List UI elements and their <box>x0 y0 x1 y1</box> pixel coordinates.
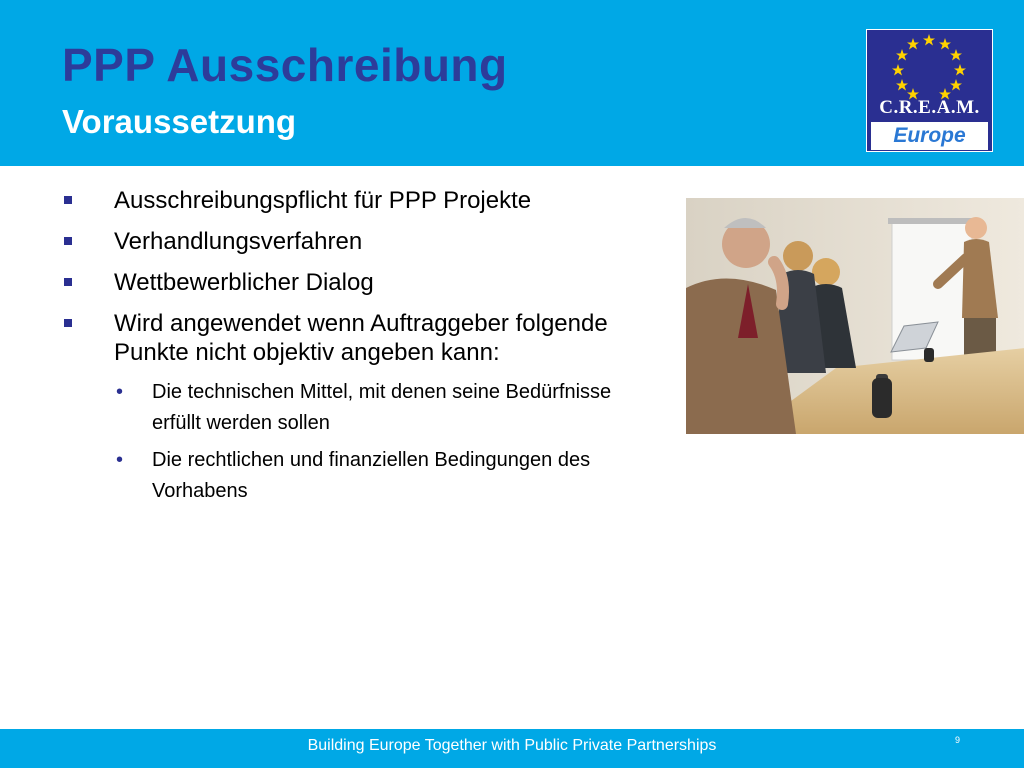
logo-sub: Europe <box>871 122 988 150</box>
logo-name: C.R.E.A.M. <box>879 97 980 118</box>
meeting-photo <box>686 198 1024 434</box>
square-bullet-icon <box>64 196 72 204</box>
bullet-item <box>62 268 622 297</box>
bullet-item <box>62 186 622 215</box>
round-bullet-icon: • <box>116 449 124 471</box>
square-bullet-icon <box>64 319 72 327</box>
bullet-text: Ausschreibungspflicht für PPP Projekte <box>114 187 532 214</box>
sub-bullet-list <box>62 377 622 507</box>
sub-bullet-item <box>62 377 612 439</box>
page-number: 9 <box>955 735 961 745</box>
bullet-text: Verhandlungsverfahren <box>114 228 363 255</box>
eu-stars-icon <box>867 30 992 100</box>
bullet-item <box>62 309 614 367</box>
bullet-text: Wird angewendet wenn Auftraggeber folgende Punkte nicht objektiv angeben kann: <box>114 310 608 366</box>
slide-title: PPP Ausschreibung <box>62 39 508 91</box>
slide-header <box>0 0 1024 166</box>
sub-bullet-item <box>62 445 612 507</box>
bullet-item <box>62 227 622 256</box>
slide-footer <box>0 729 1024 768</box>
bullet-text: Wettbewerblicher Dialog <box>114 269 374 296</box>
square-bullet-icon <box>64 278 72 286</box>
square-bullet-icon <box>64 237 72 245</box>
footer-text: Building Europe Together with Public Private Partnerships <box>307 737 717 754</box>
sub-bullet-text: Die technischen Mittel, mit denen seine Bedürfnisse erfüllt werden sollen <box>152 381 612 434</box>
sub-bullet-text: Die rechtlichen und finanziellen Bedingungen des Vorhabens <box>152 449 591 502</box>
cream-europe-logo <box>866 29 993 152</box>
slide-subtitle: Voraussetzung <box>62 103 297 140</box>
slide-content <box>62 186 622 513</box>
round-bullet-icon: • <box>116 381 124 403</box>
